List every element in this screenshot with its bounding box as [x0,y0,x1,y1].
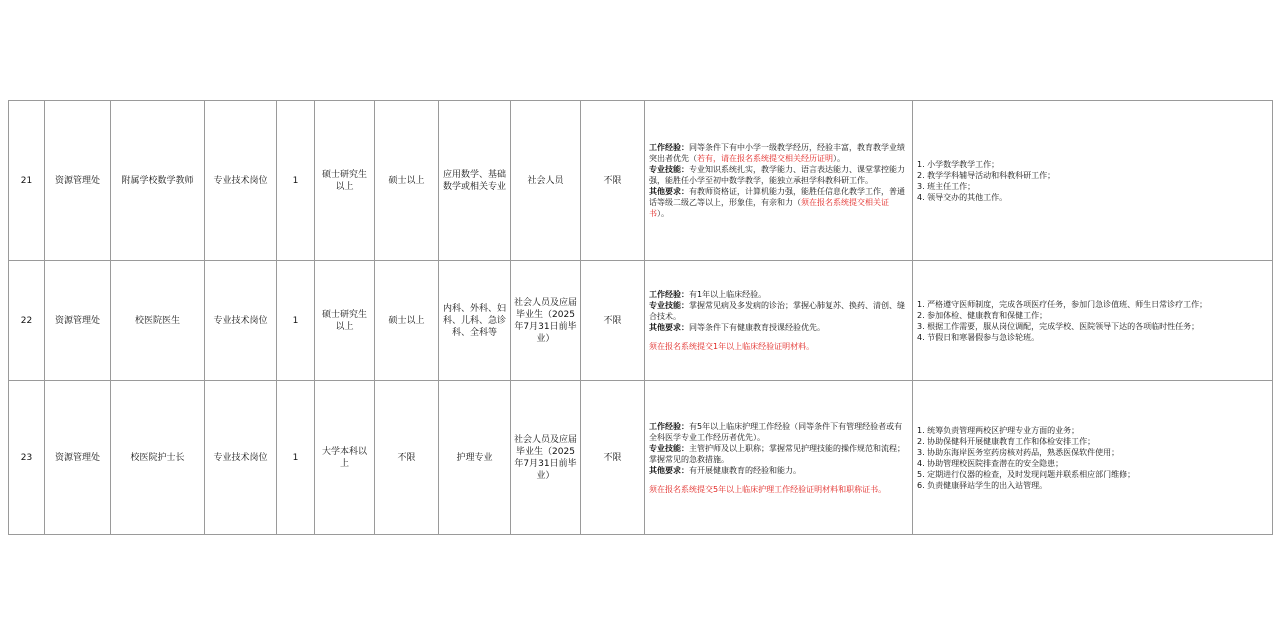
degree-cell: 硕士以上 [375,101,439,261]
degree-cell: 硕士以上 [375,261,439,381]
major-cell: 护理专业 [439,381,511,535]
duty-item: 1. 小学数学教学工作； [917,159,1000,169]
skill-label: 专业技能： [649,301,689,310]
requirements-cell [645,101,913,261]
duties-cell [913,381,1273,535]
other-requirements-label: 其他要求： [649,187,689,196]
duty-item: 6. 负责健康驿站学生的出入站管理。 [917,480,1048,490]
other-cell: 不限 [581,101,645,261]
major-cell: 应用数学、基础数学或相关专业 [439,101,511,261]
skill-text: 掌握常见病及多发病的诊治；掌握心肺复苏、换药、清创、缝合技术。 [649,301,905,321]
degree-cell: 不限 [375,381,439,535]
department-cell: 资源管理处 [45,101,111,261]
other-cell: 不限 [581,381,645,535]
other-requirements-label: 其他要求： [649,323,689,332]
department-cell: 资源管理处 [45,261,111,381]
other-requirements-text: 同等条件下有健康教育授课经验优先。 [689,323,825,332]
submission-note: 须在报名系统提交5年以上临床护理工作经验证明材料和职称证书。 [649,484,887,494]
duty-item: 1. 严格遵守医师制度，完成各项医疗任务，参加门急诊值班、师生日常诊疗工作； [917,299,1208,309]
duty-item: 3. 协助东海岸医务室药房核对药品，熟悉医保软件使用； [917,447,1120,457]
duty-item: 4. 领导交办的其他工作。 [917,192,1008,202]
table-row [9,261,1273,381]
duty-item: 4. 节假日和寒暑假参与急诊轮班。 [917,332,1040,342]
other-cell: 不限 [581,261,645,381]
duty-item: 1. 统筹负责管理两校区护理专业方面的业务； [917,425,1080,435]
count-cell: 1 [277,101,315,261]
duty-item: 2. 协助保健科开展健康教育工作和体检安排工作； [917,436,1096,446]
requirements-cell [645,261,913,381]
source-cell: 社会人员及应届毕业生（2025年7月31日前毕业） [511,381,581,535]
position-cell: 校医院医生 [111,261,205,381]
skill-label: 专业技能： [649,443,689,453]
experience-text: 有5年以上临床护理工作经验（同等条件下有管理经验者或有全科医学专业工作经历者优先）。 [649,421,903,442]
requirements-cell [645,381,913,535]
row-number: 22 [9,261,45,381]
experience-label: 工作经验： [649,290,689,299]
category-cell: 专业技术岗位 [205,101,277,261]
other-requirements-label: 其他要求： [649,465,689,475]
experience-label: 工作经验： [649,143,689,152]
duties-cell [913,101,1273,261]
education-cell: 大学本科以上 [315,381,375,535]
experience-label: 工作经验： [649,421,689,431]
duty-item: 2. 教学学科辅导活动和科教科研工作； [917,170,1056,180]
skill-text: 主管护师及以上职称；掌握常见护理技能的操作规范和流程；掌握常见的急救措施。 [649,443,905,464]
skill-label: 专业技能： [649,165,689,174]
count-cell: 1 [277,261,315,381]
other-requirements-note: 须在报名系统提交相关证书 [649,198,889,218]
duty-item: 2. 参加体检、健康教育和保健工作； [917,310,1048,320]
category-cell: 专业技术岗位 [205,381,277,535]
duty-item: 3. 班主任工作； [917,181,976,191]
education-cell: 硕士研究生以上 [315,101,375,261]
department-cell: 资源管理处 [45,381,111,535]
duty-item: 5. 定期进行仪器的检查，及时发现问题并联系相应部门维修； [917,469,1136,479]
skill-text: 专业知识系统扎实，教学能力、语言表达能力、课堂掌控能力强，能胜任小学至初中数学教学，能独立承担学科教科研工作。 [649,165,905,185]
experience-text: 同等条件下有中小学一级教学经历，经验丰富，教育教学业绩突出者优先（ [649,143,905,163]
duties-cell [913,261,1273,381]
source-cell: 社会人员 [511,101,581,261]
other-requirements-text: 有教师资格证，计算机能力强，能胜任信息化教学工作，普通话等级二级乙等以上，形象佳，有亲和力（ [649,187,905,207]
major-cell: 内科、外科、妇科、儿科、急诊科、全科等 [439,261,511,381]
source-cell: 社会人员及应届毕业生（2025年7月31日前毕业） [511,261,581,381]
position-cell: 校医院护士长 [111,381,205,535]
submission-note: 须在报名系统提交1年以上临床经验证明材料。 [649,342,815,351]
row-number: 23 [9,381,45,535]
count-cell: 1 [277,381,315,535]
duty-item: 4. 协助管理校医院排查潜在的安全隐患； [917,458,1064,468]
experience-note: 若有，请在报名系统提交相关经历证明 [697,154,833,163]
row-number: 21 [9,101,45,261]
experience-tail: ）。 [833,154,845,163]
table-row [9,101,1273,261]
other-requirements-tail: ）。 [657,209,669,218]
other-requirements-text: 有开展健康教育的经验和能力。 [689,465,801,475]
category-cell: 专业技术岗位 [205,261,277,381]
table-row [9,381,1273,535]
position-cell: 附属学校数学教师 [111,101,205,261]
duty-item: 3. 根据工作需要，服从岗位调配，完成学校、医院领导下达的各项临时性任务； [917,321,1200,331]
job-table [8,100,1273,535]
experience-text: 有1年以上临床经验。 [689,290,767,299]
education-cell: 硕士研究生以上 [315,261,375,381]
